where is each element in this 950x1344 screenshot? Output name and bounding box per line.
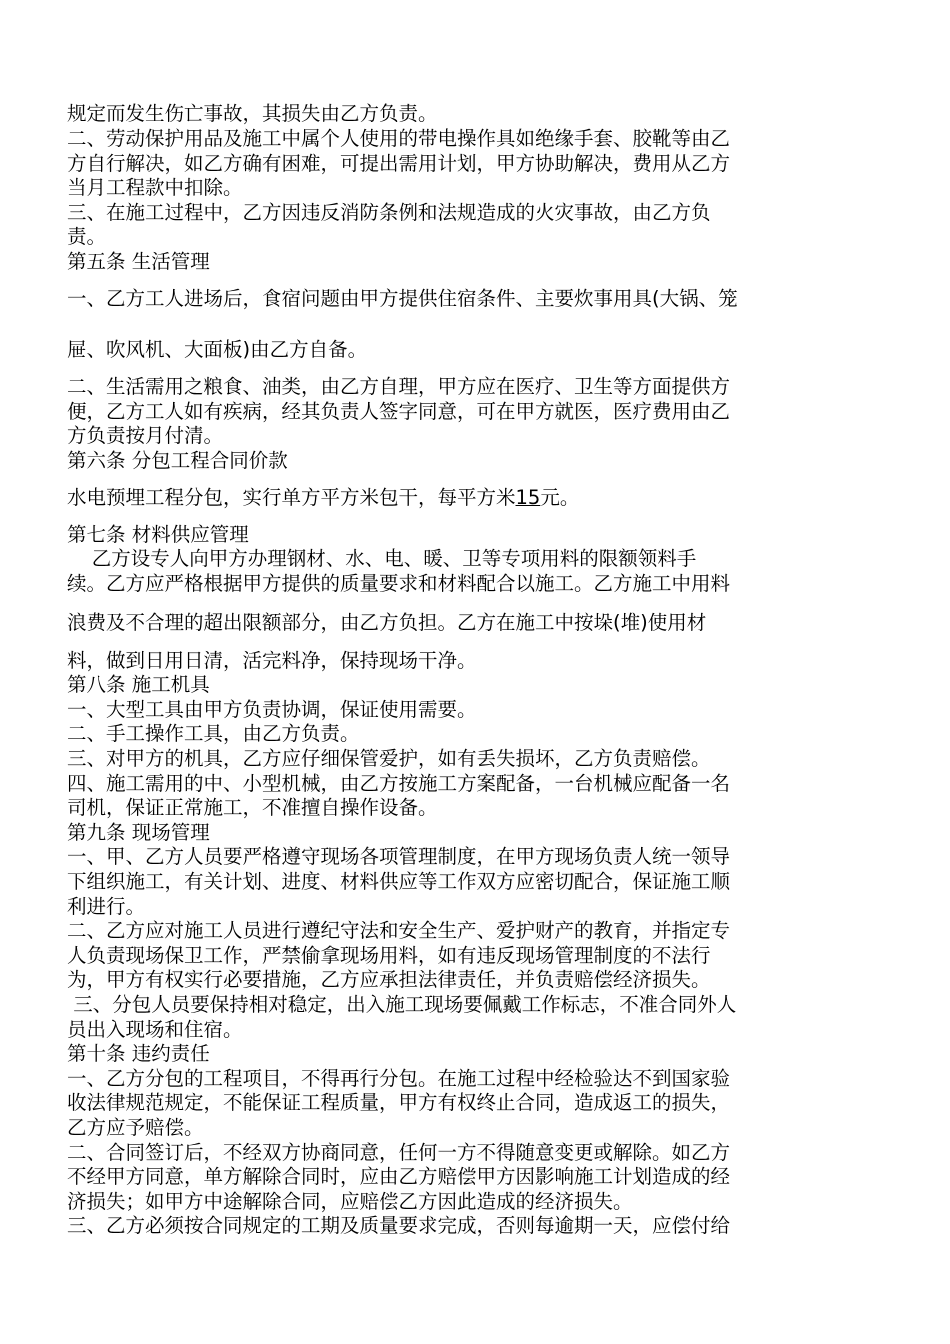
text-line: 不经甲方同意，单方解除合同时，应由乙方赔偿甲方因影响施工计划造成的经 — [67, 1165, 731, 1188]
section-heading: 第八条 施工机具 — [67, 673, 210, 696]
text-line: 责。 — [67, 225, 107, 248]
section-heading: 第六条 分包工程合同价款 — [67, 449, 288, 472]
text-line: 四、施工需用的中、小型机械，由乙方按施工方案配备，一台机械应配备一名 — [67, 772, 731, 795]
text-line: 利进行。 — [67, 895, 146, 918]
text-line: 乙方应予赔偿。 — [67, 1116, 204, 1139]
text-line: 三、在施工过程中，乙方因违反消防条例和法规造成的火灾事故，由乙方负 — [67, 201, 711, 224]
price-value: 15 — [515, 486, 541, 509]
text-line: 三、乙方必须按合同规定的工期及质量要求完成，否则每逾期一天，应偿付给 — [67, 1214, 731, 1237]
text-line: 当月工程款中扣除。 — [67, 176, 243, 199]
text-line: 二、合同签订后，不经双方协商同意，任何一方不得随意变更或解除。如乙方 — [67, 1141, 731, 1164]
text-line: 乙方设专人向甲方办理钢材、水、电、暖、卫等专项用料的限额领料手 — [67, 547, 697, 570]
text-line: 二、乙方应对施工人员进行遵纪守法和安全生产、爱护财产的教育，并指定专 — [67, 919, 731, 942]
text-line: 方自行解决，如乙方确有困难，可提出需用计划，甲方协助解决，费用从乙方 — [67, 152, 731, 175]
text-line: 料，做到日用日清，活完料净，保持现场干净。 — [67, 649, 477, 672]
text-line: 一、甲、乙方人员要严格遵守现场各项管理制度，在甲方现场负责人统一领导 — [67, 845, 731, 868]
text-line: 规定而发生伤亡事故，其损失由乙方负责。 — [67, 102, 438, 125]
text-line: 济损失；如甲方中途解除合同，应赔偿乙方因此造成的经济损失。 — [67, 1190, 633, 1213]
section-heading: 第九条 现场管理 — [67, 821, 210, 844]
text-line: 浪费及不合理的超出限额部分，由乙方负担。乙方在施工中按垛(堆)使用材 — [67, 611, 707, 634]
text-line: 便，乙方工人如有疾病，经其负责人签字同意，可在甲方就医，医疗费用由乙 — [67, 400, 731, 423]
text-line: 人负责现场保卫工作，严禁偷拿现场用料，如有违反现场管理制度的不法行 — [67, 944, 711, 967]
text-line: 一、乙方工人进场后，食宿问题由甲方提供住宿条件、主要炊事用具(大锅、笼 — [67, 287, 738, 310]
section-heading: 第七条 材料供应管理 — [67, 523, 249, 546]
text-line: 一、大型工具由甲方负责协调，保证使用需要。 — [67, 698, 477, 721]
text-line — [67, 486, 579, 510]
text-line: 一、乙方分包的工程项目，不得再行分包。在施工过程中经检验达不到国家验 — [67, 1067, 731, 1090]
text-line: 三、分包人员要保持相对稳定，出入施工现场要佩戴工作标志，不准合同外人 — [67, 993, 737, 1016]
text-line: 二、劳动保护用品及施工中属个人使用的带电操作具如绝缘手套、胶靴等由乙 — [67, 127, 731, 150]
section-heading: 第十条 违约责任 — [67, 1042, 210, 1065]
price-text: 水电预埋工程分包，实行单方平方米包干，每平方米 — [67, 486, 516, 509]
section-heading: 第五条 生活管理 — [67, 250, 210, 273]
text-line: 为，甲方有权实行必要措施，乙方应承担法律责任，并负责赔偿经济损失。 — [67, 968, 711, 991]
text-line: 屉、吹风机、大面板)由乙方自备。 — [67, 338, 368, 361]
text-line: 三、对甲方的机具，乙方应仔细保管爱护，如有丢失损坏，乙方负责赔偿。 — [67, 747, 711, 770]
text-line: 二、生活需用之粮食、油类，由乙方自理，甲方应在医疗、卫生等方面提供方 — [67, 375, 731, 398]
text-line: 二、手工操作工具，由乙方负责。 — [67, 722, 360, 745]
text-line: 司机，保证正常施工，不准擅自操作设备。 — [67, 796, 438, 819]
price-unit: 元。 — [540, 486, 580, 509]
text-line: 续。乙方应严格根据甲方提供的质量要求和材料配合以施工。乙方施工中用料 — [67, 572, 731, 595]
text-line: 员出入现场和住宿。 — [67, 1018, 243, 1041]
text-line: 方负责按月付清。 — [67, 424, 224, 447]
text-line: 收法律规范规定，不能保证工程质量，甲方有权终止合同，造成返工的损失， — [67, 1091, 731, 1114]
text-line: 下组织施工，有关计划、进度、材料供应等工作双方应密切配合，保证施工顺 — [67, 870, 731, 893]
